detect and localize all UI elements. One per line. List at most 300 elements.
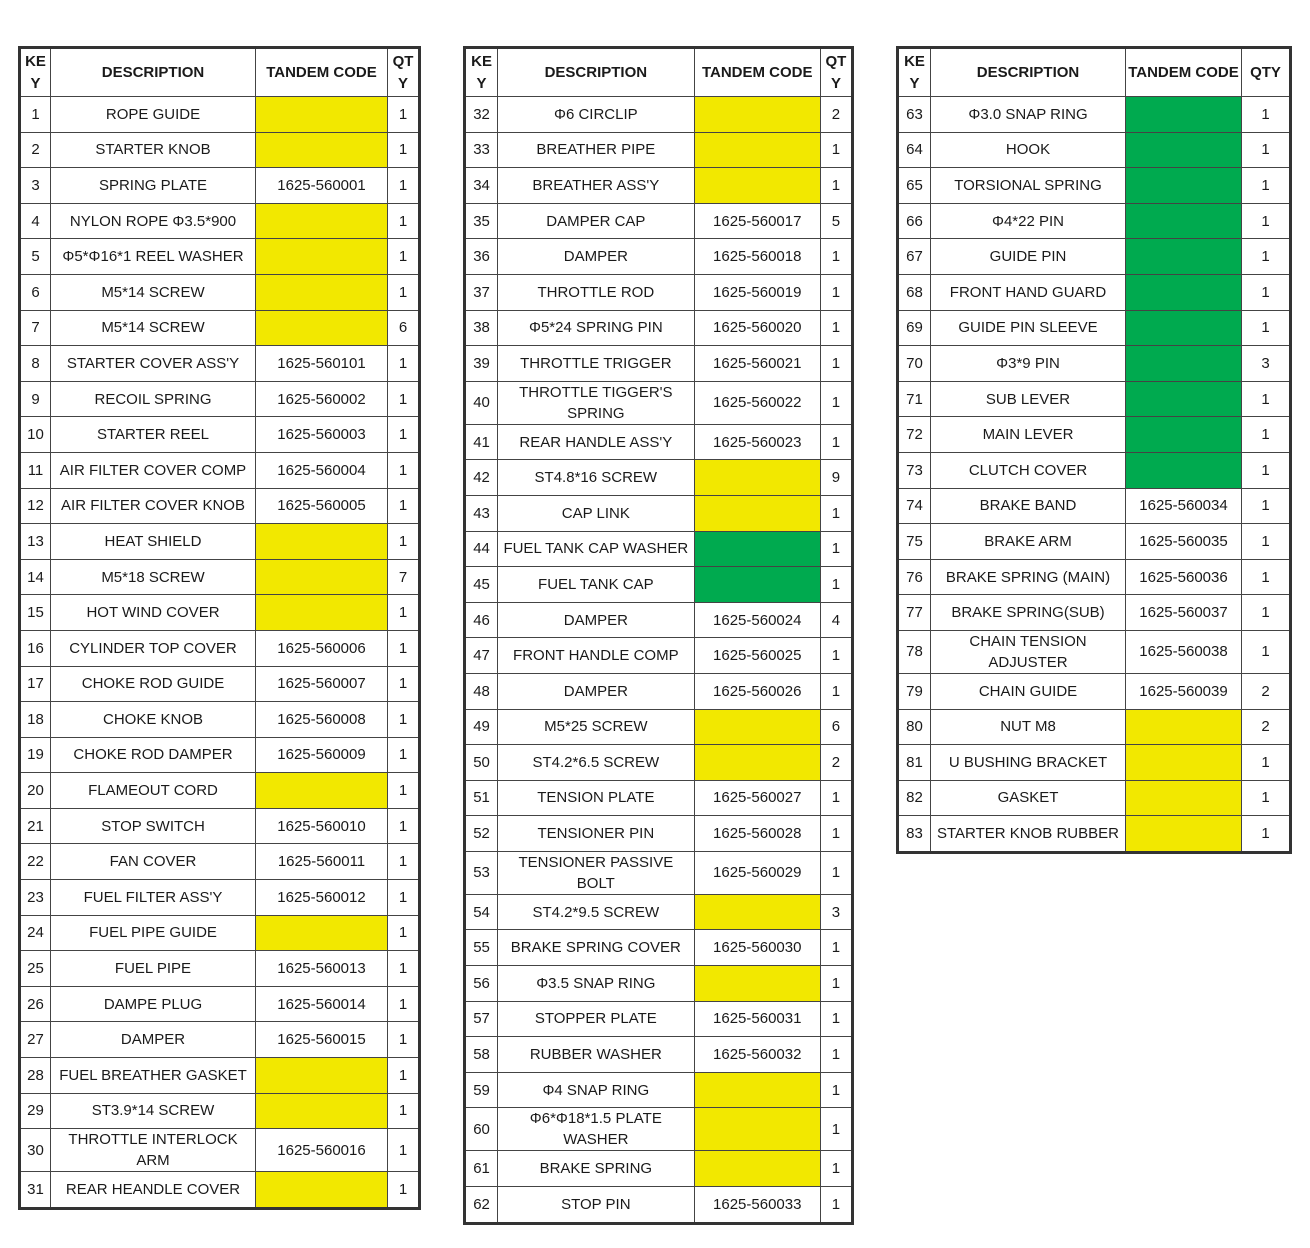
tandem-code-cell: 1625-560024 [694, 602, 820, 638]
description-cell: DAMPER CAP [498, 203, 695, 239]
qty-cell: 1 [1242, 168, 1291, 204]
table-row [20, 132, 420, 168]
qty-cell: 5 [820, 203, 852, 239]
qty-cell: 1 [820, 239, 852, 275]
table-row [20, 808, 420, 844]
qty-cell: 1 [820, 1108, 852, 1151]
table-row [465, 602, 853, 638]
key-cell: 36 [465, 239, 498, 275]
tandem-code-cell [256, 915, 388, 951]
description-cell: ST4.2*9.5 SCREW [498, 894, 695, 930]
table-row [898, 168, 1291, 204]
table-row [20, 844, 420, 880]
table-row [898, 673, 1291, 709]
table-row [20, 417, 420, 453]
key-cell: 30 [20, 1129, 51, 1172]
table-row [20, 880, 420, 916]
description-cell: CLUTCH COVER [931, 452, 1126, 488]
qty-cell: 6 [820, 709, 852, 745]
key-cell: 38 [465, 310, 498, 346]
key-cell: 19 [20, 737, 51, 773]
description-cell: U BUSHING BRACKET [931, 745, 1126, 781]
key-cell: 52 [465, 816, 498, 852]
description-cell: M5*14 SCREW [51, 274, 256, 310]
table-row [898, 274, 1291, 310]
table-row [465, 1001, 853, 1037]
qty-cell: 1 [820, 1001, 852, 1037]
description-cell: AIR FILTER COVER KNOB [51, 488, 256, 524]
key-cell: 56 [465, 966, 498, 1002]
qty-cell: 1 [820, 966, 852, 1002]
description-cell: THROTTLE ROD [498, 274, 695, 310]
key-cell: 79 [898, 673, 931, 709]
header-description: DESCRIPTION [51, 48, 256, 97]
tandem-code-cell: 1625-560014 [256, 986, 388, 1022]
tandem-code-cell [256, 559, 388, 595]
description-cell: ST4.8*16 SCREW [498, 460, 695, 496]
tandem-code-cell: 1625-560003 [256, 417, 388, 453]
key-cell: 18 [20, 702, 51, 738]
table-row [20, 274, 420, 310]
table-row [465, 310, 853, 346]
tandem-code-cell [256, 97, 388, 133]
description-cell: SUB LEVER [931, 381, 1126, 417]
description-cell: STARTER COVER ASS'Y [51, 346, 256, 382]
table-row [20, 452, 420, 488]
tandem-code-cell [1126, 452, 1242, 488]
description-cell: BRAKE SPRING(SUB) [931, 595, 1126, 631]
qty-cell: 1 [820, 638, 852, 674]
tandem-code-cell: 1625-560032 [694, 1037, 820, 1073]
description-cell: GUIDE PIN SLEEVE [931, 310, 1126, 346]
tandem-code-cell [694, 1151, 820, 1187]
description-cell: BRAKE SPRING COVER [498, 930, 695, 966]
tandem-code-cell: 1625-560011 [256, 844, 388, 880]
key-cell: 80 [898, 709, 931, 745]
qty-cell: 1 [388, 737, 420, 773]
tandem-code-cell [1126, 132, 1242, 168]
description-cell: FLAMEOUT CORD [51, 773, 256, 809]
key-cell: 55 [465, 930, 498, 966]
description-cell: DAMPE PLUG [51, 986, 256, 1022]
key-cell: 37 [465, 274, 498, 310]
qty-cell: 1 [820, 851, 852, 894]
tandem-code-cell [256, 773, 388, 809]
description-cell: TORSIONAL SPRING [931, 168, 1126, 204]
key-cell: 65 [898, 168, 931, 204]
tandem-code-cell [1126, 346, 1242, 382]
table-row [465, 203, 853, 239]
description-cell: CHOKE ROD DAMPER [51, 737, 256, 773]
qty-cell: 1 [388, 880, 420, 916]
table-row [465, 97, 853, 133]
table-row [898, 310, 1291, 346]
description-cell: CHAIN TENSION ADJUSTER [931, 630, 1126, 673]
key-cell: 74 [898, 488, 931, 524]
description-cell: DAMPER [498, 673, 695, 709]
description-cell: REAR HEANDLE COVER [51, 1172, 256, 1209]
qty-cell: 1 [820, 310, 852, 346]
tandem-code-cell [1126, 780, 1242, 816]
table-row [898, 97, 1291, 133]
table-row [20, 666, 420, 702]
qty-cell: 1 [388, 346, 420, 382]
qty-cell: 1 [1242, 417, 1291, 453]
tandem-code-cell [694, 168, 820, 204]
qty-cell: 1 [820, 168, 852, 204]
tandem-code-cell [1126, 709, 1242, 745]
description-cell: M5*25 SCREW [498, 709, 695, 745]
tandem-code-cell [256, 203, 388, 239]
key-cell: 31 [20, 1172, 51, 1209]
key-cell: 3 [20, 168, 51, 204]
key-cell: 17 [20, 666, 51, 702]
tandem-code-cell [1126, 97, 1242, 133]
qty-cell: 1 [820, 531, 852, 567]
description-cell: CHAIN GUIDE [931, 673, 1126, 709]
description-cell: BRAKE SPRING [498, 1151, 695, 1187]
description-cell: AIR FILTER COVER COMP [51, 452, 256, 488]
key-cell: 60 [465, 1108, 498, 1151]
tandem-code-cell [256, 132, 388, 168]
table-row [465, 424, 853, 460]
tandem-code-cell [1126, 239, 1242, 275]
key-cell: 14 [20, 559, 51, 595]
tandem-code-cell: 1625-560025 [694, 638, 820, 674]
tandem-code-cell [256, 274, 388, 310]
qty-cell: 1 [1242, 452, 1291, 488]
tandem-code-cell: 1625-560009 [256, 737, 388, 773]
description-cell: BRAKE ARM [931, 524, 1126, 560]
description-cell: TENSIONER PASSIVE BOLT [498, 851, 695, 894]
key-cell: 39 [465, 346, 498, 382]
description-cell: HOT WIND COVER [51, 595, 256, 631]
key-cell: 43 [465, 495, 498, 531]
table-row [465, 851, 853, 894]
description-cell: Φ6*Φ18*1.5 PLATE WASHER [498, 1108, 695, 1151]
table-row [20, 630, 420, 666]
tandem-code-cell: 1625-560002 [256, 381, 388, 417]
tandem-code-cell: 1625-560038 [1126, 630, 1242, 673]
description-cell: TENSION PLATE [498, 780, 695, 816]
table-row [898, 346, 1291, 382]
header-qty: QT Y [388, 48, 420, 97]
key-cell: 49 [465, 709, 498, 745]
qty-cell: 1 [388, 595, 420, 631]
header-qty: QTY [1242, 48, 1291, 97]
qty-cell: 1 [388, 417, 420, 453]
qty-cell: 1 [1242, 745, 1291, 781]
tandem-code-cell [694, 97, 820, 133]
key-cell: 48 [465, 673, 498, 709]
description-cell: STARTER KNOB [51, 132, 256, 168]
tandem-code-cell: 1625-560026 [694, 673, 820, 709]
header-key: KE Y [898, 48, 931, 97]
key-cell: 73 [898, 452, 931, 488]
description-cell: RUBBER WASHER [498, 1037, 695, 1073]
description-cell: FUEL FILTER ASS'Y [51, 880, 256, 916]
qty-cell: 1 [388, 274, 420, 310]
tandem-code-cell [1126, 381, 1242, 417]
tandem-code-cell: 1625-560037 [1126, 595, 1242, 631]
qty-cell: 1 [1242, 97, 1291, 133]
tandem-code-cell: 1625-560027 [694, 780, 820, 816]
description-cell: FUEL TANK CAP [498, 567, 695, 603]
tandem-code-cell: 1625-560010 [256, 808, 388, 844]
description-cell: FUEL BREATHER GASKET [51, 1058, 256, 1094]
tandem-code-cell [256, 524, 388, 560]
qty-cell: 1 [388, 773, 420, 809]
key-cell: 34 [465, 168, 498, 204]
qty-cell: 1 [1242, 132, 1291, 168]
qty-cell: 1 [820, 274, 852, 310]
qty-cell: 1 [388, 915, 420, 951]
tandem-code-cell [1126, 310, 1242, 346]
description-cell: FUEL PIPE [51, 951, 256, 987]
table-row [465, 346, 853, 382]
qty-cell: 1 [388, 239, 420, 275]
table-row [465, 1072, 853, 1108]
description-cell: FRONT HAND GUARD [931, 274, 1126, 310]
table-row [465, 274, 853, 310]
header-tandem-code: TANDEM CODE [694, 48, 820, 97]
header-tandem-code: TANDEM CODE [256, 48, 388, 97]
tandem-code-cell [256, 239, 388, 275]
tandem-code-cell [256, 595, 388, 631]
tandem-code-cell: 1625-560015 [256, 1022, 388, 1058]
key-cell: 12 [20, 488, 51, 524]
key-cell: 75 [898, 524, 931, 560]
key-cell: 77 [898, 595, 931, 631]
key-cell: 4 [20, 203, 51, 239]
qty-cell: 1 [388, 452, 420, 488]
parts-table-3 [896, 46, 1292, 854]
key-cell: 66 [898, 203, 931, 239]
description-cell: GUIDE PIN [931, 239, 1126, 275]
table-row [465, 638, 853, 674]
tandem-code-cell [1126, 816, 1242, 853]
description-cell: M5*18 SCREW [51, 559, 256, 595]
key-cell: 33 [465, 132, 498, 168]
qty-cell: 1 [1242, 780, 1291, 816]
tandem-code-cell [256, 310, 388, 346]
tandem-code-cell [1126, 745, 1242, 781]
description-cell: Φ6 CIRCLIP [498, 97, 695, 133]
qty-cell: 1 [820, 424, 852, 460]
key-cell: 58 [465, 1037, 498, 1073]
tandem-code-cell [694, 709, 820, 745]
description-cell: NUT M8 [931, 709, 1126, 745]
description-cell: DAMPER [51, 1022, 256, 1058]
qty-cell: 1 [388, 168, 420, 204]
table-row [465, 460, 853, 496]
description-cell: BREATHER PIPE [498, 132, 695, 168]
tandem-code-cell: 1625-560023 [694, 424, 820, 460]
description-cell: STOP SWITCH [51, 808, 256, 844]
table-row [898, 381, 1291, 417]
key-cell: 71 [898, 381, 931, 417]
qty-cell: 1 [388, 381, 420, 417]
key-cell: 28 [20, 1058, 51, 1094]
table-row [465, 239, 853, 275]
tandem-code-cell [1126, 417, 1242, 453]
qty-cell: 1 [388, 1172, 420, 1209]
description-cell: STOP PIN [498, 1187, 695, 1224]
qty-cell: 1 [820, 381, 852, 424]
table-row [465, 1037, 853, 1073]
key-cell: 24 [20, 915, 51, 951]
qty-cell: 1 [1242, 239, 1291, 275]
description-cell: Φ4 SNAP RING [498, 1072, 695, 1108]
description-cell: Φ3*9 PIN [931, 346, 1126, 382]
key-cell: 63 [898, 97, 931, 133]
key-cell: 57 [465, 1001, 498, 1037]
qty-cell: 1 [388, 808, 420, 844]
table-row [465, 780, 853, 816]
key-cell: 23 [20, 880, 51, 916]
table-row [898, 630, 1291, 673]
qty-cell: 1 [820, 673, 852, 709]
tandem-code-cell: 1625-560030 [694, 930, 820, 966]
qty-cell: 7 [388, 559, 420, 595]
tandem-code-cell: 1625-560034 [1126, 488, 1242, 524]
table-row [465, 132, 853, 168]
key-cell: 8 [20, 346, 51, 382]
key-cell: 41 [465, 424, 498, 460]
table-row [898, 132, 1291, 168]
key-cell: 22 [20, 844, 51, 880]
qty-cell: 1 [388, 1022, 420, 1058]
qty-cell: 2 [820, 745, 852, 781]
key-cell: 26 [20, 986, 51, 1022]
qty-cell: 1 [820, 346, 852, 382]
table-row [20, 97, 420, 133]
qty-cell: 1 [388, 630, 420, 666]
description-cell: Φ5*Φ16*1 REEL WASHER [51, 239, 256, 275]
description-cell: THROTTLE INTERLOCK ARM [51, 1129, 256, 1172]
table-row [20, 559, 420, 595]
header-row [898, 48, 1291, 97]
description-cell: STARTER REEL [51, 417, 256, 453]
description-cell: BREATHER ASS'Y [498, 168, 695, 204]
table-row [20, 1022, 420, 1058]
description-cell: BRAKE BAND [931, 488, 1126, 524]
description-cell: ST4.2*6.5 SCREW [498, 745, 695, 781]
table-row [465, 567, 853, 603]
description-cell: GASKET [931, 780, 1126, 816]
qty-cell: 1 [388, 844, 420, 880]
tandem-code-cell: 1625-560020 [694, 310, 820, 346]
key-cell: 62 [465, 1187, 498, 1224]
key-cell: 7 [20, 310, 51, 346]
key-cell: 50 [465, 745, 498, 781]
description-cell: FUEL TANK CAP WASHER [498, 531, 695, 567]
table-row [20, 702, 420, 738]
table-row [20, 239, 420, 275]
key-cell: 64 [898, 132, 931, 168]
key-cell: 68 [898, 274, 931, 310]
key-cell: 51 [465, 780, 498, 816]
tandem-code-cell: 1625-560004 [256, 452, 388, 488]
table-row [20, 737, 420, 773]
key-cell: 59 [465, 1072, 498, 1108]
tandem-code-cell [694, 894, 820, 930]
table-row [20, 773, 420, 809]
key-cell: 45 [465, 567, 498, 603]
table-row [20, 1058, 420, 1094]
key-cell: 16 [20, 630, 51, 666]
table-row [465, 709, 853, 745]
qty-cell: 9 [820, 460, 852, 496]
tandem-code-cell: 1625-560019 [694, 274, 820, 310]
description-cell: FAN COVER [51, 844, 256, 880]
key-cell: 27 [20, 1022, 51, 1058]
tandem-code-cell [694, 966, 820, 1002]
table-row [465, 168, 853, 204]
tandem-code-cell: 1625-560016 [256, 1129, 388, 1172]
tandem-code-cell: 1625-560012 [256, 880, 388, 916]
qty-cell: 2 [1242, 709, 1291, 745]
key-cell: 70 [898, 346, 931, 382]
table-row [20, 1093, 420, 1129]
table-row [898, 452, 1291, 488]
qty-cell: 4 [820, 602, 852, 638]
qty-cell: 1 [388, 702, 420, 738]
qty-cell: 1 [388, 986, 420, 1022]
tandem-code-cell: 1625-560022 [694, 381, 820, 424]
tandem-code-cell: 1625-560028 [694, 816, 820, 852]
qty-cell: 1 [1242, 816, 1291, 853]
description-cell: DAMPER [498, 239, 695, 275]
key-cell: 81 [898, 745, 931, 781]
qty-cell: 2 [1242, 673, 1291, 709]
header-description: DESCRIPTION [498, 48, 695, 97]
description-cell: THROTTLE TRIGGER [498, 346, 695, 382]
tandem-code-cell [256, 1093, 388, 1129]
table-row [20, 915, 420, 951]
tandem-code-cell [694, 567, 820, 603]
tandem-code-cell: 1625-560036 [1126, 559, 1242, 595]
tandem-code-cell: 1625-560035 [1126, 524, 1242, 560]
description-cell: CHOKE ROD GUIDE [51, 666, 256, 702]
table-row [465, 1151, 853, 1187]
description-cell: ROPE GUIDE [51, 97, 256, 133]
description-cell: CAP LINK [498, 495, 695, 531]
description-cell: BRAKE SPRING (MAIN) [931, 559, 1126, 595]
key-cell: 35 [465, 203, 498, 239]
qty-cell: 1 [1242, 595, 1291, 631]
key-cell: 53 [465, 851, 498, 894]
table-row [465, 966, 853, 1002]
key-cell: 40 [465, 381, 498, 424]
key-cell: 20 [20, 773, 51, 809]
description-cell: ST3.9*14 SCREW [51, 1093, 256, 1129]
description-cell: CHOKE KNOB [51, 702, 256, 738]
table-row [898, 780, 1291, 816]
tandem-code-cell [256, 1172, 388, 1209]
description-cell: SPRING PLATE [51, 168, 256, 204]
table-row [898, 524, 1291, 560]
key-cell: 13 [20, 524, 51, 560]
tandem-code-cell [694, 460, 820, 496]
tandem-code-cell: 1625-560005 [256, 488, 388, 524]
key-cell: 11 [20, 452, 51, 488]
qty-cell: 1 [820, 1151, 852, 1187]
table-row [898, 488, 1291, 524]
tandem-code-cell: 1625-560008 [256, 702, 388, 738]
qty-cell: 1 [388, 1129, 420, 1172]
tandem-code-cell [694, 495, 820, 531]
